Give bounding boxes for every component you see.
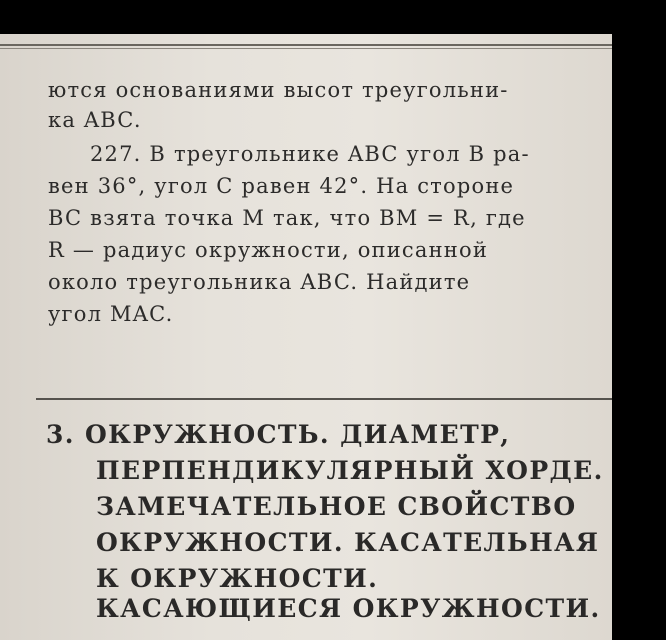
top-rule: [0, 44, 612, 46]
section-heading-line-4: ОКРУЖНОСТИ. КАСАТЕЛЬНАЯ: [96, 528, 600, 557]
section-heading-line-2: ПЕРПЕНДИКУЛЯРНЫЙ ХОРДЕ.: [96, 456, 604, 485]
section-heading-line-1: 3. ОКРУЖНОСТЬ. ДИАМЕТР,: [46, 420, 511, 449]
problem-227-line-2: вен 36°, угол C равен 42°. На стороне: [48, 174, 515, 198]
problem-227-line-1: 227. В треугольнике ABC угол B ра-: [90, 142, 530, 166]
book-page: [0, 34, 612, 640]
section-heading-line-3: ЗАМЕЧАТЕЛЬНОЕ СВОЙСТВО: [96, 492, 577, 521]
section-divider: [36, 398, 612, 400]
problem-227-line-5: около треугольника ABC. Найдите: [48, 270, 471, 294]
problem-227-line-3: BC взята точка M так, что BM = R, где: [48, 206, 526, 230]
section-heading-cut-line: КАСАЮЩИЕСЯ ОКРУЖНОСТИ.: [96, 594, 601, 623]
problem-227-line-4: R — радиус окружности, описанной: [48, 238, 489, 262]
top-rule-secondary: [0, 48, 612, 49]
problem-227-line-6: угол MAC.: [48, 302, 174, 326]
text-line-1: ются основаниями высот треугольни-: [48, 78, 509, 102]
text-line-2: ка ABC.: [48, 108, 142, 132]
section-heading-line-5: К ОКРУЖНОСТИ.: [96, 564, 379, 593]
